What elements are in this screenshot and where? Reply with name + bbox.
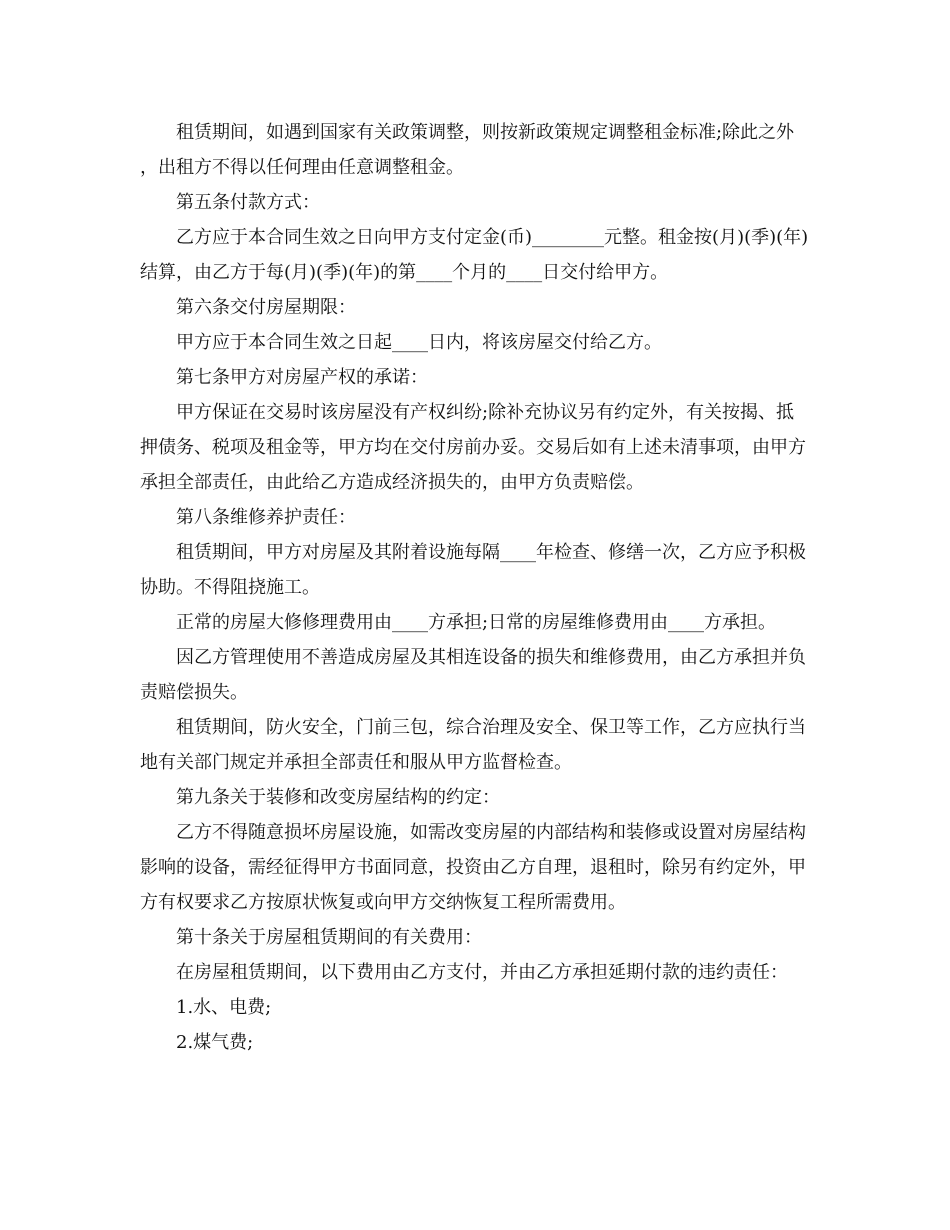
heading-article-7-title-warranty: 第七条甲方对房屋产权的承诺：: [176, 367, 428, 388]
list-item-water-electricity: 1.水、电费;: [176, 997, 272, 1018]
heading-article-9-renovation: 第九条关于装修和改变房屋结构的约定：: [176, 787, 500, 808]
list-item-gas: 2.煤气费;: [176, 1032, 254, 1053]
paragraph-renovation-terms: 乙方不得随意损坏房屋设施，如需改变房屋的内部结构和装修或设置对房屋结构影响的设备，需经征得甲方书面同意，投资由乙方自理，退租时，除另有约定外，甲方有权要求乙方按原状恢复或向甲方交纳恢复工程所需费用。: [140, 822, 806, 913]
heading-article-8-maintenance: 第八条维修养护责任：: [176, 507, 356, 528]
heading-article-5-payment: 第五条付款方式：: [176, 192, 320, 213]
paragraph-repair-costs: 正常的房屋大修修理费用由____方承担;日常的房屋维修费用由____方承担。: [176, 612, 777, 633]
paragraph-expenses-intro: 在房屋租赁期间，以下费用由乙方支付，并由乙方承担延期付款的违约责任：: [176, 962, 788, 983]
paragraph-deposit-payment: 乙方应于本合同生效之日向甲方支付定金(币)________元整。租金按(月)(季)(年)结算，由乙方于每(月)(季)(年)的第____个月的____日交付给甲方。: [140, 227, 809, 283]
paragraph-damage-liability: 因乙方管理使用不善造成房屋及其相连设备的损失和维修费用，由乙方承担并负责赔偿损失。: [140, 647, 806, 703]
paragraph-delivery-deadline: 甲方应于本合同生效之日起____日内，将该房屋交付给乙方。: [176, 332, 662, 353]
paragraph-rent-adjustment: 租赁期间，如遇到国家有关政策调整，则按新政策规定调整租金标准;除此之外，出租方不得以任何理由任意调整租金。: [140, 122, 795, 178]
heading-article-10-expenses: 第十条关于房屋租赁期间的有关费用：: [176, 927, 482, 948]
heading-article-6-delivery: 第六条交付房屋期限：: [176, 297, 356, 318]
paragraph-title-warranty: 甲方保证在交易时该房屋没有产权纠纷;除补充协议另有约定外，有关按揭、抵押债务、税项及租金等，甲方均在交付房前办妥。交易后如有上述未清事项，由甲方承担全部责任，由此给乙方造成经济损失的，由甲方负责赔偿。: [140, 402, 806, 493]
document-body: [140, 115, 812, 1060]
paragraph-safety-duties: 租赁期间，防火安全，门前三包，综合治理及安全、保卫等工作，乙方应执行当地有关部门规定并承担全部责任和服从甲方监督检查。: [140, 717, 806, 773]
paragraph-inspection-repair: 租赁期间，甲方对房屋及其附着设施每隔____年检查、修缮一次，乙方应予积极协助。不得阻挠施工。: [140, 542, 806, 598]
